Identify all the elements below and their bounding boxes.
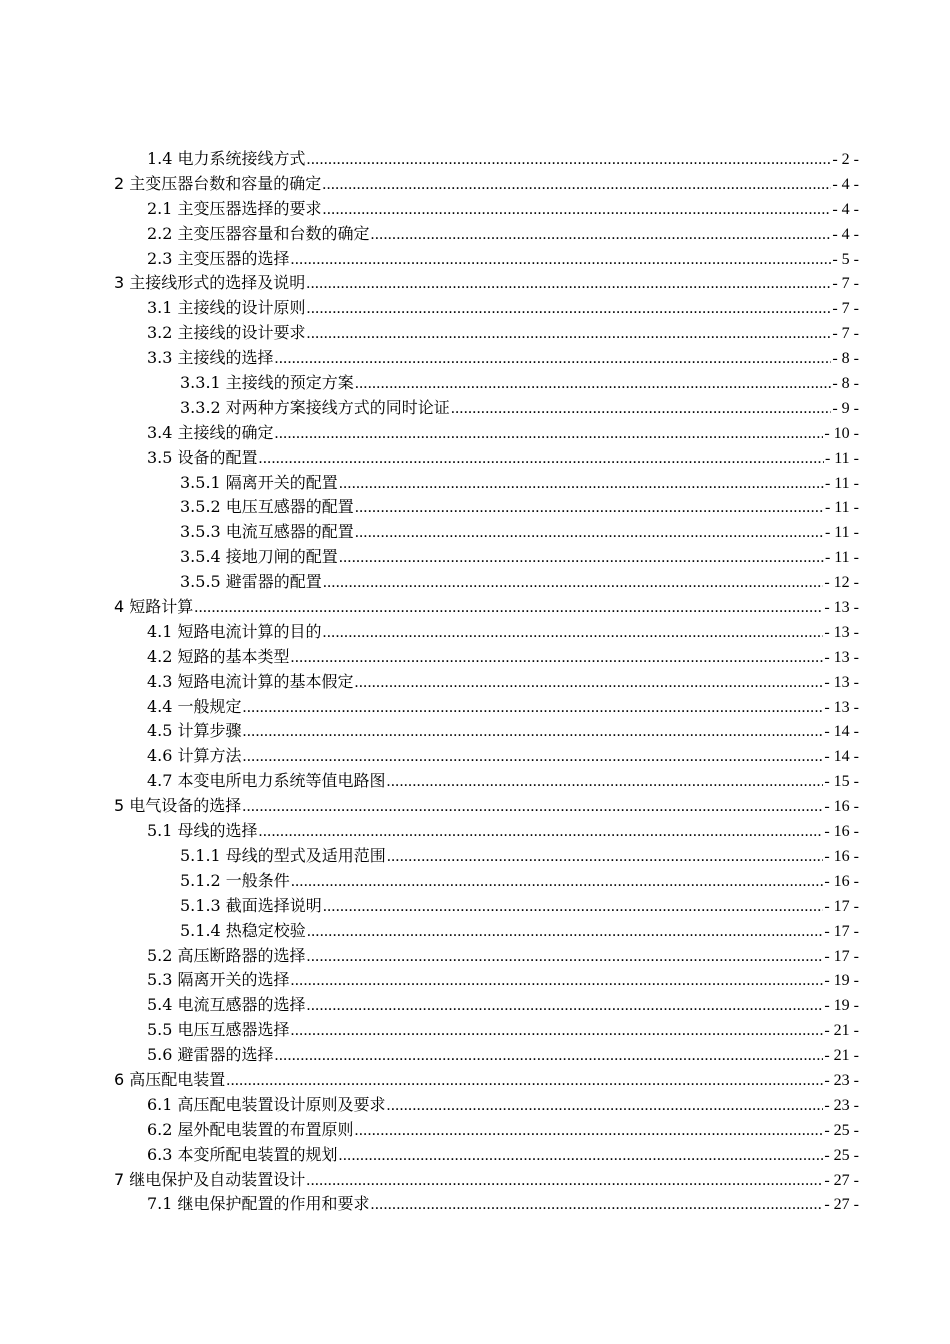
toc-dot-leader bbox=[355, 1119, 824, 1144]
toc-entry[interactable] bbox=[114, 421, 859, 446]
toc-dot-leader bbox=[259, 447, 824, 472]
toc-page-number: - 21 - bbox=[824, 1022, 859, 1040]
toc-page-number: - 11 - bbox=[824, 449, 859, 467]
toc-page-number: - 8 - bbox=[832, 350, 859, 368]
toc-dot-leader bbox=[291, 969, 824, 994]
toc-page-number: - 4 - bbox=[832, 225, 859, 243]
toc-dot-leader bbox=[226, 1069, 823, 1094]
toc-dot-leader bbox=[355, 372, 832, 397]
toc-entry-title: 3.3.2 对两种方案接线方式的同时论证 bbox=[180, 397, 450, 417]
toc-entry-title: 5.1.2 一般条件 bbox=[180, 870, 290, 890]
toc-entry[interactable] bbox=[114, 147, 859, 172]
toc-page-number: - 7 - bbox=[832, 325, 859, 343]
toc-page-number: - 23 - bbox=[824, 1071, 859, 1089]
toc-dot-leader bbox=[259, 820, 824, 845]
toc-page-number: - 19 - bbox=[824, 972, 859, 990]
toc-entry[interactable] bbox=[114, 844, 859, 869]
toc-entry-title: 2.3 主变压器的选择 bbox=[147, 248, 290, 268]
toc-page-number: - 25 - bbox=[824, 1121, 859, 1139]
toc-page-number: - 8 - bbox=[832, 375, 859, 393]
toc-dot-leader bbox=[291, 248, 832, 273]
toc-dot-leader bbox=[275, 347, 832, 372]
toc-dot-leader bbox=[323, 621, 824, 646]
toc-page-number: - 5 - bbox=[832, 250, 859, 268]
toc-entry-title: 2 主变压器台数和容量的确定 bbox=[114, 173, 322, 193]
toc-entry-title: 5 电气设备的选择 bbox=[114, 796, 242, 816]
toc-entry-title: 3.5 设备的配置 bbox=[147, 447, 258, 467]
toc-entry[interactable] bbox=[114, 271, 859, 296]
toc-entry-title: 4.2 短路的基本类型 bbox=[147, 646, 290, 666]
toc-page-number: - 13 - bbox=[824, 673, 859, 691]
toc-page-number: - 7 - bbox=[832, 300, 859, 318]
toc-dot-leader bbox=[242, 795, 823, 820]
toc-page-number: - 11 - bbox=[824, 549, 859, 567]
toc-dot-leader bbox=[387, 770, 824, 795]
toc-entry-title: 3.3 主接线的选择 bbox=[147, 348, 274, 368]
toc-entry-title: 3.5.2 电压互感器的配置 bbox=[180, 497, 354, 517]
toc-dot-leader bbox=[307, 297, 832, 322]
toc-entry[interactable] bbox=[114, 172, 859, 197]
toc-dot-leader bbox=[387, 1094, 824, 1119]
toc-entry-title: 4.7 本变电所电力系统等值电路图 bbox=[147, 771, 386, 791]
toc-entry[interactable] bbox=[114, 670, 859, 695]
toc-entry-title: 3.3.1 主接线的预定方案 bbox=[180, 373, 354, 393]
toc-dot-leader bbox=[194, 596, 823, 621]
toc-entry[interactable] bbox=[114, 744, 859, 769]
toc-page-number: - 15 - bbox=[824, 773, 859, 791]
toc-dot-leader bbox=[291, 870, 824, 895]
toc-entry-title: 2.1 主变压器选择的要求 bbox=[147, 198, 322, 218]
toc-entry-title: 5.1.4 热稳定校验 bbox=[180, 920, 306, 940]
toc-entry[interactable] bbox=[114, 520, 859, 545]
toc-entry[interactable] bbox=[114, 769, 859, 794]
toc-entry-title: 5.4 电流互感器的选择 bbox=[147, 995, 306, 1015]
toc-dot-leader bbox=[371, 1193, 824, 1218]
toc-dot-leader bbox=[323, 571, 824, 596]
toc-page-number: - 11 - bbox=[824, 524, 859, 542]
toc-entry[interactable] bbox=[114, 819, 859, 844]
toc-entry-title: 5.1 母线的选择 bbox=[147, 821, 258, 841]
toc-page-number: - 13 - bbox=[824, 648, 859, 666]
toc-entry-title: 4.6 计算方法 bbox=[147, 746, 242, 766]
toc-entry[interactable] bbox=[114, 1118, 859, 1143]
toc-entry-title: 4.3 短路电流计算的基本假定 bbox=[147, 671, 354, 691]
toc-dot-leader bbox=[307, 994, 824, 1019]
toc-dot-leader bbox=[275, 1044, 824, 1069]
toc-entry[interactable] bbox=[114, 321, 859, 346]
toc-entry[interactable] bbox=[114, 919, 859, 944]
toc-entry[interactable] bbox=[114, 371, 859, 396]
toc-entry[interactable] bbox=[114, 993, 859, 1018]
toc-entry[interactable] bbox=[114, 620, 859, 645]
toc-entry[interactable] bbox=[114, 197, 859, 222]
toc-entry[interactable] bbox=[114, 1168, 859, 1193]
toc-entry-title: 6 高压配电装置 bbox=[114, 1069, 226, 1089]
toc-entry-title: 7.1 继电保护配置的作用和要求 bbox=[147, 1194, 370, 1214]
toc-entry[interactable] bbox=[114, 1068, 859, 1093]
toc-page-number: - 17 - bbox=[824, 947, 859, 965]
toc-page-number: - 17 - bbox=[824, 922, 859, 940]
toc-page-number: - 2 - bbox=[832, 151, 859, 168]
toc-dot-leader bbox=[387, 845, 824, 870]
toc-entry[interactable] bbox=[114, 645, 859, 670]
toc-entry[interactable] bbox=[114, 1143, 859, 1168]
toc-page-number: - 21 - bbox=[824, 1047, 859, 1065]
toc-entry[interactable] bbox=[114, 247, 859, 272]
toc-entry-title: 4.4 一般规定 bbox=[147, 696, 242, 716]
toc-entry[interactable] bbox=[114, 719, 859, 744]
toc-entry[interactable] bbox=[114, 944, 859, 969]
toc-entry[interactable] bbox=[114, 396, 859, 421]
toc-page-number: - 14 - bbox=[824, 748, 859, 766]
toc-entry[interactable] bbox=[114, 296, 859, 321]
toc-dot-leader bbox=[355, 521, 824, 546]
toc-dot-leader bbox=[291, 646, 824, 671]
table-of-contents bbox=[114, 147, 859, 1217]
toc-entry-title: 3.5.5 避雷器的配置 bbox=[180, 572, 322, 592]
toc-entry[interactable] bbox=[114, 894, 859, 919]
toc-page-number: - 14 - bbox=[824, 723, 859, 741]
toc-dot-leader bbox=[371, 223, 832, 248]
toc-page-number: - 19 - bbox=[824, 997, 859, 1015]
toc-entry-title: 3.1 主接线的设计原则 bbox=[147, 298, 306, 318]
toc-dot-leader bbox=[323, 198, 832, 223]
toc-dot-leader bbox=[355, 496, 824, 521]
toc-dot-leader bbox=[322, 173, 831, 198]
toc-entry-title: 1.4 电力系统接线方式 bbox=[147, 149, 306, 168]
toc-page-number: - 16 - bbox=[824, 872, 859, 890]
toc-entry-title: 3.5.4 接地刀闸的配置 bbox=[180, 547, 338, 567]
toc-page-number: - 13 - bbox=[824, 623, 859, 641]
toc-dot-leader bbox=[307, 920, 824, 945]
toc-dot-leader bbox=[339, 1144, 824, 1169]
toc-entry-title: 2.2 主变压器容量和台数的确定 bbox=[147, 223, 370, 243]
toc-entry[interactable] bbox=[114, 495, 859, 520]
toc-entry[interactable] bbox=[114, 1192, 859, 1217]
toc-page-number: - 16 - bbox=[824, 798, 859, 816]
toc-dot-leader bbox=[307, 322, 832, 347]
toc-dot-leader bbox=[243, 745, 824, 770]
toc-entry-title: 4 短路计算 bbox=[114, 597, 194, 617]
toc-entry-title: 5.1.1 母线的型式及适用范围 bbox=[180, 845, 386, 865]
toc-page-number: - 11 - bbox=[824, 499, 859, 517]
toc-page-number: - 27 - bbox=[824, 1171, 859, 1189]
toc-dot-leader bbox=[306, 1169, 823, 1194]
toc-entry[interactable] bbox=[114, 471, 859, 496]
toc-dot-leader bbox=[306, 272, 831, 297]
toc-entry-title: 5.3 隔离开关的选择 bbox=[147, 970, 290, 990]
toc-page-number: - 16 - bbox=[824, 823, 859, 841]
toc-page-number: - 12 - bbox=[824, 574, 859, 592]
toc-dot-leader bbox=[339, 546, 824, 571]
toc-entry-title: 5.1.3 截面选择说明 bbox=[180, 895, 322, 915]
toc-page-number: - 25 - bbox=[824, 1146, 859, 1164]
toc-dot-leader bbox=[291, 1019, 824, 1044]
toc-dot-leader bbox=[307, 148, 832, 173]
toc-dot-leader bbox=[339, 472, 824, 497]
toc-dot-leader bbox=[451, 397, 832, 422]
toc-dot-leader bbox=[243, 720, 824, 745]
toc-page-number: - 10 - bbox=[824, 424, 859, 442]
toc-entry[interactable] bbox=[114, 545, 859, 570]
toc-page-number: - 16 - bbox=[824, 847, 859, 865]
toc-entry-title: 4.5 计算步骤 bbox=[147, 721, 242, 741]
toc-entry-title: 5.5 电压互感器选择 bbox=[147, 1020, 290, 1040]
toc-page-number: - 11 - bbox=[824, 474, 859, 492]
toc-dot-leader bbox=[275, 422, 824, 447]
toc-entry-title: 3.5.1 隔离开关的配置 bbox=[180, 472, 338, 492]
toc-entry-title: 4.1 短路电流计算的目的 bbox=[147, 621, 322, 641]
toc-page-number: - 13 - bbox=[824, 599, 859, 617]
toc-entry[interactable] bbox=[114, 869, 859, 894]
toc-entry-title: 3.4 主接线的确定 bbox=[147, 422, 274, 442]
toc-entry-title: 5.2 高压断路器的选择 bbox=[147, 945, 306, 965]
toc-dot-leader bbox=[307, 945, 824, 970]
toc-entry-title: 3.5.3 电流互感器的配置 bbox=[180, 522, 354, 542]
toc-page-number: - 23 - bbox=[824, 1096, 859, 1114]
toc-page-number: - 4 - bbox=[832, 175, 859, 193]
toc-entry[interactable] bbox=[114, 968, 859, 993]
toc-entry-title: 6.3 本变所配电装置的规划 bbox=[147, 1144, 338, 1164]
toc-entry-title: 5.6 避雷器的选择 bbox=[147, 1045, 274, 1065]
toc-entry-title: 3 主接线形式的选择及说明 bbox=[114, 273, 306, 293]
toc-entry[interactable] bbox=[114, 794, 859, 819]
toc-entry-title: 7 继电保护及自动装置设计 bbox=[114, 1169, 306, 1189]
toc-page-number: - 9 - bbox=[832, 399, 859, 417]
toc-page-number: - 13 - bbox=[824, 698, 859, 716]
toc-entry-title: 6.2 屋外配电装置的布置原则 bbox=[147, 1119, 354, 1139]
toc-page-number: - 17 - bbox=[824, 897, 859, 915]
toc-entry[interactable] bbox=[114, 570, 859, 595]
toc-page-number: - 4 - bbox=[832, 200, 859, 218]
toc-dot-leader bbox=[243, 696, 824, 721]
toc-entry[interactable] bbox=[114, 595, 859, 620]
toc-entry[interactable] bbox=[114, 1093, 859, 1118]
toc-dot-leader bbox=[355, 671, 824, 696]
toc-entry[interactable] bbox=[114, 1018, 859, 1043]
toc-entry[interactable] bbox=[114, 222, 859, 247]
toc-page-number: - 7 - bbox=[832, 275, 859, 293]
toc-entry[interactable] bbox=[114, 695, 859, 720]
toc-entry-title: 6.1 高压配电装置设计原则及要求 bbox=[147, 1094, 386, 1114]
toc-entry-title: 3.2 主接线的设计要求 bbox=[147, 323, 306, 343]
toc-entry[interactable] bbox=[114, 346, 859, 371]
toc-entry[interactable] bbox=[114, 1043, 859, 1068]
toc-page-number: - 27 - bbox=[824, 1196, 859, 1214]
toc-entry[interactable] bbox=[114, 446, 859, 471]
toc-dot-leader bbox=[323, 895, 824, 920]
